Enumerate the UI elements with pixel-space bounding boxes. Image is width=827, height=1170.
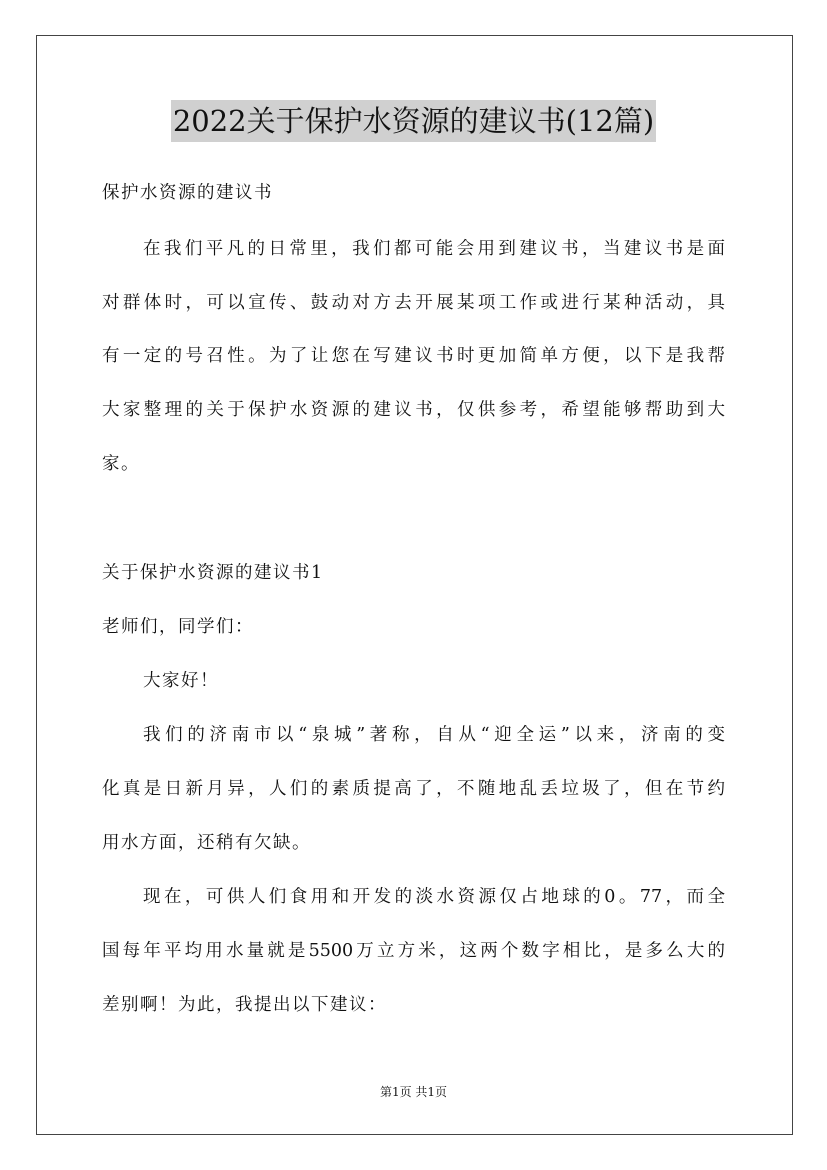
- salutation: 老师们，同学们：: [102, 617, 254, 637]
- paragraph-line: 现在，可供人们食用和开发的淡水资源仅占地球的0。77，而全: [143, 887, 725, 907]
- intro-heading: 保护水资源的建议书: [102, 183, 273, 203]
- page-footer: 第1页 共1页: [379, 1085, 448, 1099]
- intro-line: 在我们平凡的日常里，我们都可能会用到建议书，当建议书是面: [143, 239, 725, 259]
- paragraph-line: 用水方面，还稍有欠缺。: [102, 833, 311, 853]
- intro-line: 大家整理的关于保护水资源的建议书，仅供参考，希望能够帮助到大: [102, 400, 725, 420]
- title-container: [0, 100, 827, 142]
- paragraph-line: 国每年平均用水量就是5500万立方米，这两个数字相比，是多么大的: [102, 941, 725, 961]
- intro-line: 有一定的号召性。为了让您在写建议书时更加简单方便，以下是我帮: [102, 346, 725, 366]
- document-title: 2022关于保护水资源的建议书(12篇): [171, 100, 656, 142]
- greeting: 大家好！: [143, 671, 219, 691]
- intro-line: 家。: [102, 454, 140, 474]
- paragraph-line: 我们的济南市以“泉城”著称，自从“迎全运”以来，济南的变: [143, 725, 725, 745]
- section-heading: 关于保护水资源的建议书1: [102, 563, 324, 583]
- paragraph-line: 化真是日新月异，人们的素质提高了，不随地乱丢垃圾了，但在节约: [102, 779, 725, 799]
- paragraph-line: 差别啊！为此，我提出以下建议：: [102, 995, 387, 1015]
- intro-line: 对群体时，可以宣传、鼓动对方去开展某项工作或进行某种活动，具: [102, 293, 725, 313]
